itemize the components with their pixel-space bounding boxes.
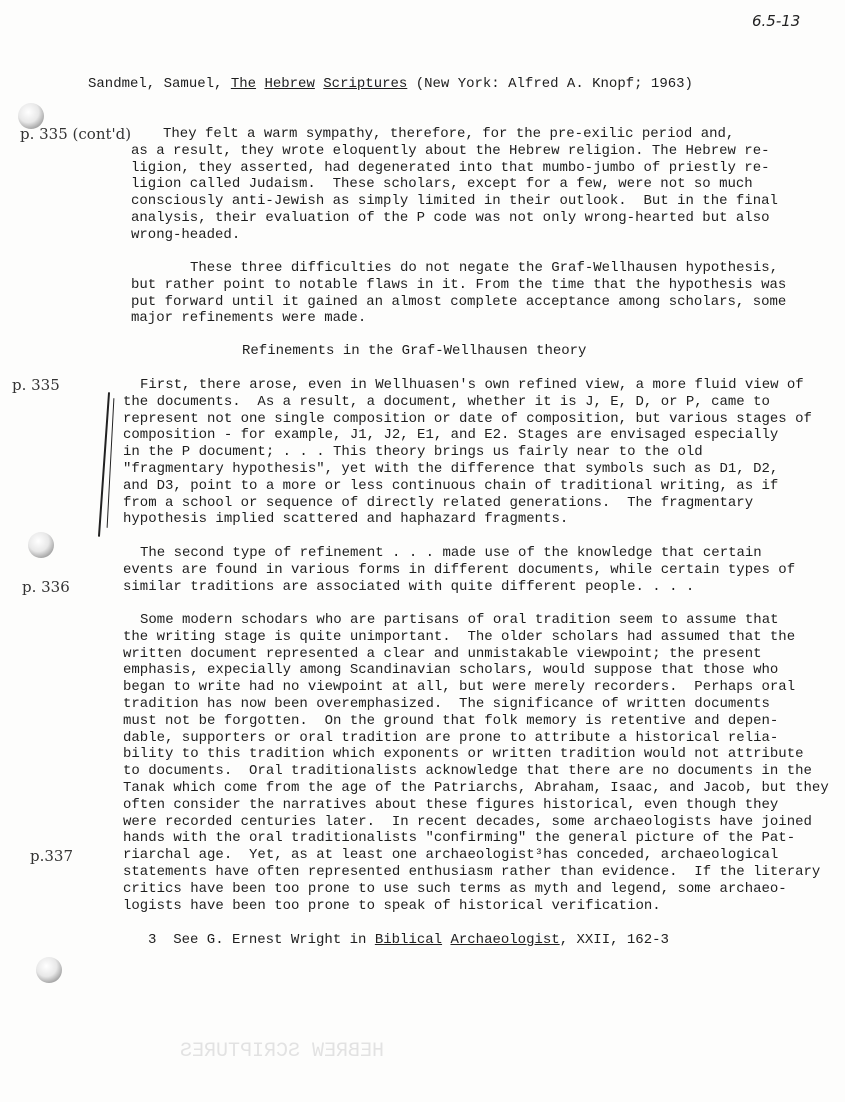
text-line: in the P document; . . . This theory brings us fairly near to the old — [123, 444, 703, 461]
text-line: represent not one single composition or date of composition, but various stages of — [123, 410, 812, 427]
margin-page-note: p. 335 (cont'd) — [20, 125, 132, 143]
text-line: emphasis, expecially among Scandinavian scholars, would suppose that those who — [123, 662, 779, 679]
text-line: critics have been too prone to use such terms as myth and legend, some archaeo- — [123, 880, 787, 897]
journal-title-word: Archaeologist — [450, 932, 560, 948]
text-line: statements have often represented enthusiasm rather than evidence. If the literary — [123, 863, 821, 880]
text-line: wrong-headed. — [131, 226, 241, 243]
text-line: similar traditions are associated with quite different people. . . . — [123, 578, 695, 595]
paragraph — [123, 545, 795, 595]
handwritten-note: 6.5-13 — [752, 12, 801, 30]
text-line: were recorded centuries later. In recent decades, some archaeologists have joined — [123, 813, 812, 830]
text-line: They felt a warm sympathy, therefore, for the pre-exilic period and, — [163, 126, 735, 142]
text-line: dable, supporters or oral tradition are prone to attribute a historical relia- — [123, 729, 779, 746]
journal-title-word: Biblical — [374, 932, 443, 948]
text-line: written document represented a clear and unmistakable viewpoint; the present — [123, 645, 762, 662]
text-line: bility to this tradition which exponents or written tradition would not attribute — [123, 746, 804, 763]
section-heading: Refinements in the Graf-Wellhausen theory — [242, 343, 587, 359]
paragraph — [131, 260, 786, 327]
text-line: from a school or sequence of directly related generations. The fragmentary — [123, 494, 754, 511]
text-line: ligion called Judaism. These scholars, except for a few, were not so much — [131, 176, 753, 193]
text-line: First, there arose, even in Wellhuasen's own refined view, a more fluid view of — [140, 377, 804, 393]
text-line: These three difficulties do not negate the Graf-Wellhausen hypothesis, — [190, 260, 779, 276]
margin-page-note: p. 336 — [22, 578, 70, 596]
text-line: must not be forgotten. On the ground that folk memory is retentive and depen- — [123, 712, 779, 729]
footnote-text: 3 See G. Ernest Wright in — [148, 932, 375, 948]
book-title-word: Scriptures — [323, 76, 408, 92]
bleed-through-text: HEBREW SCRIPTURES — [180, 1040, 385, 1063]
text-line: analysis, their evaluation of the P code was not only wrong-hearted but also — [131, 209, 770, 226]
text-line: events are found in various forms in different documents, while certain types of — [123, 561, 796, 578]
hole-punch — [36, 957, 62, 983]
text-line: as a result, they wrote eloquently about the Hebrew religion. The Hebrew re- — [131, 142, 770, 159]
text-line: but rather point to notable flaws in it. From the time that the hypothesis was — [131, 276, 787, 293]
text-line: "fragmentary hypothesis", yet with the difference that symbols such as D1, D2, — [123, 460, 779, 477]
text-line: and D3, point to a more or less continuous chain of traditional writing, as if — [123, 477, 779, 494]
paragraph — [131, 126, 778, 244]
text-line: often consider the narratives about these figures historical, even though they — [123, 796, 779, 813]
text-line: hands with the oral traditionalists "confirming" the general picture of the Pat- — [123, 830, 796, 847]
hole-punch — [28, 532, 54, 558]
publication-info: (New York: Alfred A. Knopf; 1963) — [407, 76, 693, 92]
text-line: ligion, they asserted, had degenerated into that mumbo-jumbo of priestly re- — [131, 159, 770, 176]
margin-page-note: p. 335 — [12, 376, 60, 394]
text-line: tradition has now been overemphasized. The significance of written documents — [123, 695, 770, 712]
text-line: put forward until it gained an almost complete acceptance among scholars, some — [131, 293, 787, 310]
book-title-word: Hebrew — [264, 76, 315, 92]
citation-header — [88, 76, 693, 92]
text-line: consciously anti-Jewish as simply limited in their outlook. But in the final — [131, 193, 778, 210]
text-line: composition - for example, J1, J2, E1, and E2. Stages are envisaged especially — [123, 427, 779, 444]
book-title-word: The — [230, 76, 257, 92]
text-line: The second type of refinement . . . made use of the knowledge that certain — [140, 545, 762, 561]
paragraph — [123, 377, 812, 528]
text-line: hypothesis implied scattered and haphazard fragments. — [123, 511, 569, 528]
footnote-text: , XXII, 162-3 — [559, 932, 669, 948]
text-line: major refinements were made. — [131, 310, 367, 327]
author: Sandmel, Samuel, — [88, 76, 231, 92]
paragraph — [123, 612, 829, 914]
text-line: Some modern schodars who are partisans of oral tradition seem to assume that — [140, 612, 779, 628]
text-line: Tanak which come from the age of the Patriarchs, Abraham, Isaac, and Jacob, but they — [123, 779, 829, 796]
text-line: riarchal age. Yet, as at least one archaeologist³has conceded, archaeological — [123, 847, 779, 864]
text-line: the writing stage is quite unimportant. The older scholars had assumed that the — [123, 628, 796, 645]
text-line: the documents. As a result, a document, whether it is J, E, D, or P, came to — [123, 393, 770, 410]
text-line: began to write had no viewpoint at all, but were merely recorders. Perhaps oral — [123, 679, 796, 696]
margin-page-note: p.337 — [30, 847, 74, 865]
text-line: to documents. Oral traditionalists acknowledge that there are no documents in the — [123, 763, 812, 780]
text-line: logists have been too prone to speak of historical verification. — [123, 897, 661, 914]
footnote — [148, 932, 669, 948]
